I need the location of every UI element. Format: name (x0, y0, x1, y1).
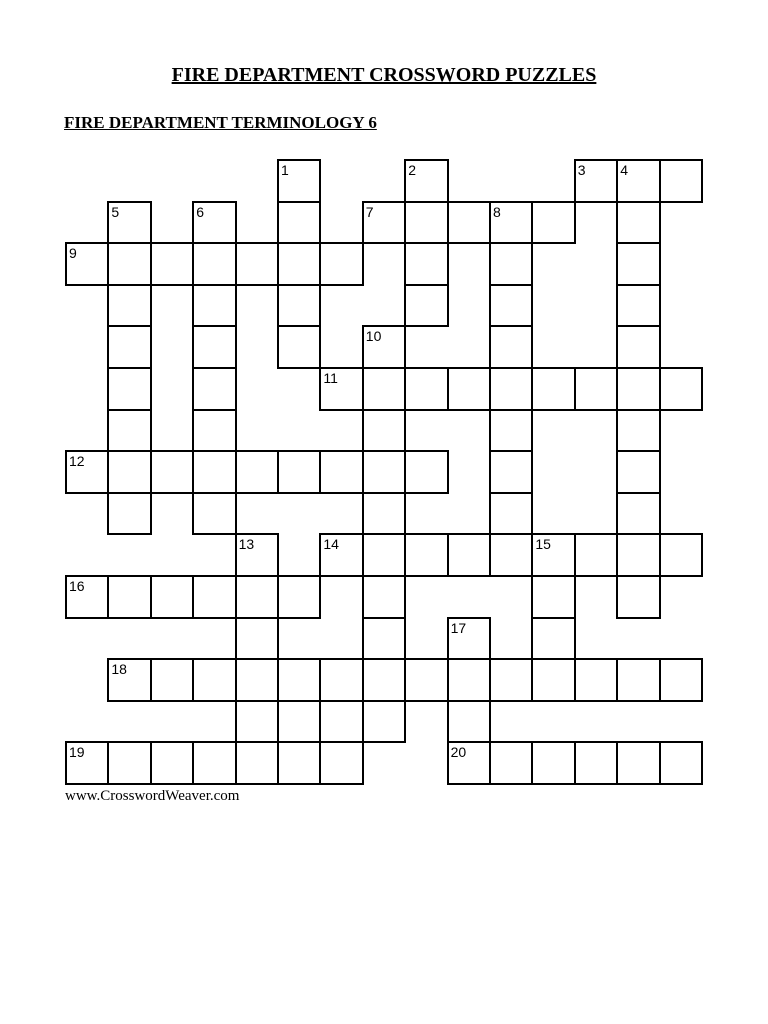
clue-number: 7 (365, 203, 374, 220)
crossword-cell[interactable] (192, 242, 236, 286)
crossword-cell[interactable] (107, 325, 151, 369)
crossword-cell[interactable] (362, 367, 406, 411)
crossword-cell[interactable] (531, 367, 575, 411)
crossword-cell[interactable] (447, 533, 491, 577)
crossword-cell[interactable] (319, 450, 363, 494)
crossword-cell[interactable] (235, 741, 279, 785)
crossword-cell[interactable] (616, 450, 660, 494)
clue-number: 11 (323, 370, 338, 386)
crossword-cell[interactable] (277, 575, 321, 619)
crossword-cell[interactable] (616, 409, 660, 453)
crossword-cell[interactable] (616, 492, 660, 536)
crossword-cell[interactable] (277, 741, 321, 785)
source-url[interactable]: www.CrosswordWeaver.com (65, 788, 240, 804)
clue-number: 19 (69, 744, 85, 761)
crossword-cell[interactable] (447, 700, 491, 744)
crossword-cell[interactable] (192, 450, 236, 494)
crossword-cell[interactable] (531, 533, 575, 577)
crossword-cell[interactable] (277, 700, 321, 744)
crossword-cell[interactable] (447, 741, 491, 785)
crossword-cell[interactable] (531, 741, 575, 785)
crossword-cell[interactable] (362, 450, 406, 494)
puzzle-subtitle: FIRE DEPARTMENT TERMINOLOGY 6 (64, 113, 377, 132)
crossword-cell[interactable] (531, 617, 575, 661)
crossword-cell[interactable] (107, 201, 151, 245)
clue-number: 14 (323, 536, 339, 553)
crossword-cell[interactable] (235, 533, 279, 577)
crossword-grid (65, 159, 702, 784)
crossword-cell[interactable] (531, 658, 575, 702)
clue-number: 1 (281, 162, 289, 178)
crossword-cell[interactable] (362, 492, 406, 536)
crossword-cell[interactable] (235, 617, 279, 661)
crossword-cell[interactable] (277, 325, 321, 369)
crossword-cell[interactable] (404, 284, 448, 328)
crossword-cell[interactable] (489, 284, 533, 328)
crossword-cell[interactable] (616, 533, 660, 577)
clue-number: 4 (620, 162, 628, 178)
crossword-cell[interactable] (192, 367, 236, 411)
clue-number: 5 (111, 203, 120, 220)
crossword-cell[interactable] (150, 658, 194, 702)
crossword-cell[interactable] (107, 658, 151, 702)
crossword-cell[interactable] (192, 658, 236, 702)
crossword-cell[interactable] (150, 741, 194, 785)
crossword-cell[interactable] (404, 201, 448, 245)
crossword-cell[interactable] (192, 492, 236, 536)
crossword-cell[interactable] (192, 575, 236, 619)
crossword-cell[interactable] (235, 700, 279, 744)
crossword-cell[interactable] (319, 242, 363, 286)
crossword-cell[interactable] (616, 575, 660, 619)
crossword-cell[interactable] (489, 492, 533, 536)
clue-number: 9 (69, 245, 77, 262)
crossword-cell[interactable] (489, 658, 533, 702)
crossword-cell[interactable] (107, 284, 151, 328)
clue-number: 3 (577, 162, 586, 178)
crossword-cell[interactable] (150, 575, 194, 619)
crossword-cell[interactable] (319, 367, 363, 411)
crossword-cell[interactable] (447, 201, 491, 245)
crossword-cell[interactable] (616, 201, 660, 245)
crossword-cell[interactable] (192, 409, 236, 453)
crossword-cell[interactable] (65, 741, 109, 785)
crossword-cell[interactable] (404, 159, 448, 203)
crossword-cell[interactable] (659, 533, 703, 577)
clue-number: 20 (450, 744, 467, 761)
crossword-cell[interactable] (659, 658, 703, 702)
crossword-cell[interactable] (362, 658, 406, 702)
clue-number: 8 (493, 203, 501, 220)
crossword-cell[interactable] (489, 242, 533, 286)
crossword-cell[interactable] (107, 242, 151, 286)
crossword-cell[interactable] (659, 741, 703, 785)
crossword-cell[interactable] (107, 741, 151, 785)
crossword-cell[interactable] (319, 700, 363, 744)
crossword-cell[interactable] (277, 242, 321, 286)
clue-number: 10 (365, 328, 382, 345)
crossword-cell[interactable] (192, 325, 236, 369)
clue-number: 12 (69, 453, 85, 470)
page-title: FIRE DEPARTMENT CROSSWORD PUZZLES (171, 64, 597, 86)
crossword-cell[interactable] (362, 325, 406, 369)
crossword-cell[interactable] (235, 658, 279, 702)
crossword-cell[interactable] (659, 159, 703, 203)
crossword-cell[interactable] (404, 533, 448, 577)
crossword-cell[interactable] (277, 284, 321, 328)
crossword-cell[interactable] (404, 367, 448, 411)
crossword-cell[interactable] (489, 533, 533, 577)
clue-number: 15 (535, 536, 551, 553)
clue-number: 18 (111, 661, 127, 678)
crossword-cell[interactable] (277, 201, 321, 245)
crossword-cell[interactable] (489, 450, 533, 494)
crossword-cell[interactable] (616, 242, 660, 286)
crossword-cell[interactable] (107, 367, 151, 411)
crossword-cell[interactable] (192, 201, 236, 245)
crossword-cell[interactable] (531, 201, 575, 245)
crossword-cell[interactable] (107, 492, 151, 536)
crossword-cell[interactable] (489, 201, 533, 245)
clue-number: 16 (69, 578, 85, 594)
crossword-cell[interactable] (150, 450, 194, 494)
crossword-cell[interactable] (489, 367, 533, 411)
crossword-cell[interactable] (489, 409, 533, 453)
crossword-cell[interactable] (277, 450, 321, 494)
crossword-cell[interactable] (659, 367, 703, 411)
crossword-cell[interactable] (489, 741, 533, 785)
crossword-cell[interactable] (192, 284, 236, 328)
crossword-cell[interactable] (404, 450, 448, 494)
clue-number: 13 (238, 536, 255, 553)
crossword-cell[interactable] (319, 741, 363, 785)
crossword-cell[interactable] (319, 658, 363, 702)
crossword-cell[interactable] (616, 658, 660, 702)
crossword-cell[interactable] (574, 367, 618, 411)
crossword-cell[interactable] (362, 533, 406, 577)
crossword-cell[interactable] (65, 242, 109, 286)
crossword-cell[interactable] (107, 575, 151, 619)
crossword-cell[interactable] (362, 700, 406, 744)
crossword-cell[interactable] (574, 159, 618, 203)
crossword-cell[interactable] (362, 201, 406, 245)
crossword-cell[interactable] (362, 575, 406, 619)
clue-number: 17 (450, 619, 467, 636)
crossword-cell[interactable] (192, 741, 236, 785)
crossword-cell[interactable] (65, 450, 109, 494)
crossword-cell[interactable] (574, 741, 618, 785)
crossword-cell[interactable] (150, 242, 194, 286)
crossword-cell[interactable] (277, 658, 321, 702)
crossword-cell[interactable] (616, 367, 660, 411)
crossword-cell[interactable] (447, 617, 491, 661)
crossword-cell[interactable] (319, 533, 363, 577)
crossword-cell[interactable] (489, 325, 533, 369)
crossword-cell[interactable] (404, 658, 448, 702)
crossword-cell[interactable] (616, 284, 660, 328)
crossword-cell[interactable] (235, 450, 279, 494)
crossword-cell[interactable] (531, 575, 575, 619)
crossword-cell[interactable] (107, 409, 151, 453)
crossword-cell[interactable] (362, 409, 406, 453)
crossword-cell[interactable] (65, 575, 109, 619)
crossword-cell[interactable] (574, 533, 618, 577)
clue-number: 2 (408, 162, 416, 178)
crossword-cell[interactable] (404, 242, 448, 286)
crossword-cell[interactable] (447, 367, 491, 411)
crossword-cell[interactable] (107, 450, 151, 494)
crossword-cell[interactable] (616, 741, 660, 785)
crossword-cell[interactable] (616, 159, 660, 203)
crossword-cell[interactable] (447, 658, 491, 702)
crossword-cell[interactable] (616, 325, 660, 369)
crossword-cell[interactable] (574, 658, 618, 702)
crossword-cell[interactable] (235, 575, 279, 619)
crossword-cell[interactable] (277, 159, 321, 203)
clue-number: 6 (196, 203, 204, 220)
crossword-cell[interactable] (235, 242, 279, 286)
crossword-cell[interactable] (362, 617, 406, 661)
